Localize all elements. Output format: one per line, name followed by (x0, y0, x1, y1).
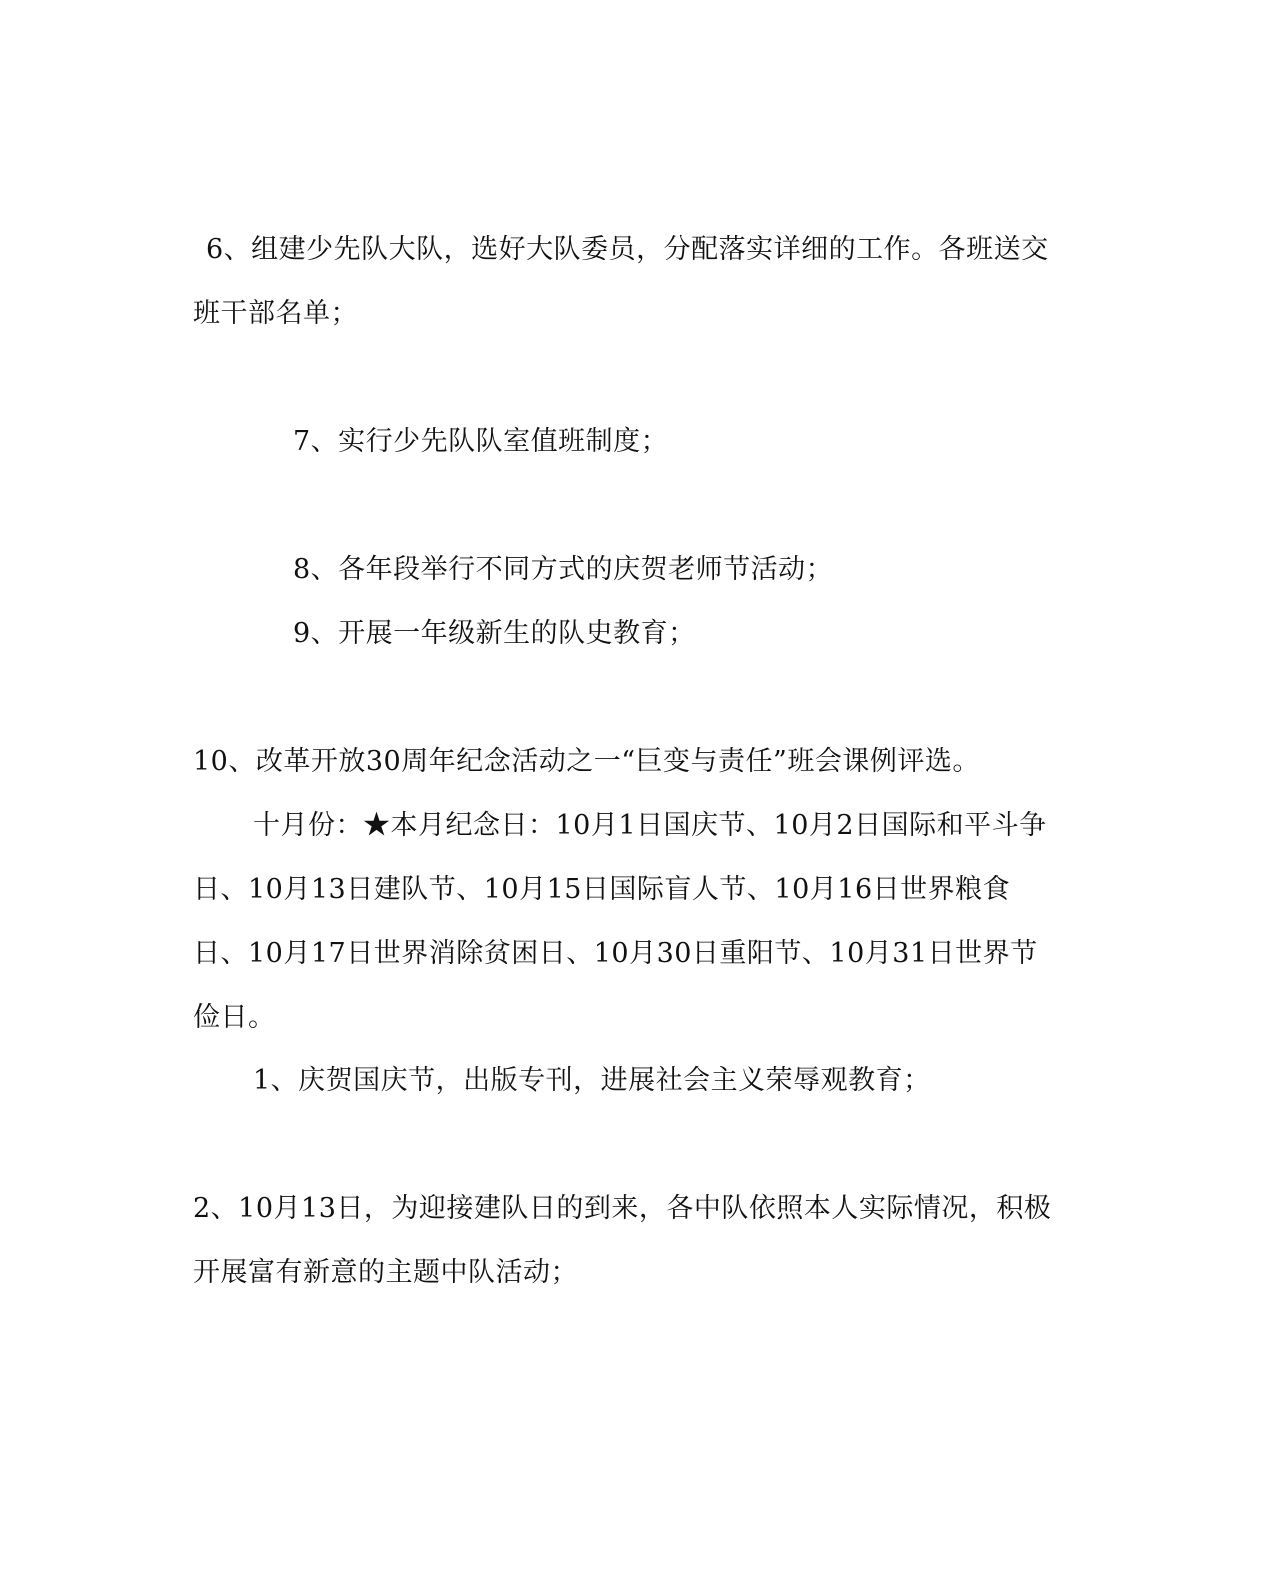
paragraph-item-6: 6、组建少先队大队，选好大队委员，分配落实详细的工作。各班送交班干部名单； (193, 234, 1049, 329)
paragraph-item-10: 10、改革开放30周年纪念活动之一“巨变与责任”班会课例评选。 (193, 746, 980, 777)
paragraph-item-9: 9、开展一年级新生的队史教育； (293, 618, 696, 649)
paragraph-october: 十月份：★本月纪念日：10月1日国庆节、10月2日国际和平斗争日、10月13日建队节、10月15日国际盲人节、10月16日世界粮食日、10月17日世界消除贫困日、10月30日重阳节、10月31日世界节俭日。 (193, 810, 1047, 1033)
paragraph-item-7: 7、实行少先队队室值班制度； (293, 426, 669, 457)
paragraph-october-item-1: 1、庆贺国庆节，出版专刊，进展社会主义荣辱观教育； (253, 1065, 931, 1096)
paragraph-october-item-2: 2、10月13日，为迎接建队日的到来，各中队依照本人实际情况，积极开展富有新意的主题中队活动； (193, 1193, 1052, 1288)
paragraph-item-8: 8、各年段举行不同方式的庆贺老师节活动； (293, 554, 834, 585)
